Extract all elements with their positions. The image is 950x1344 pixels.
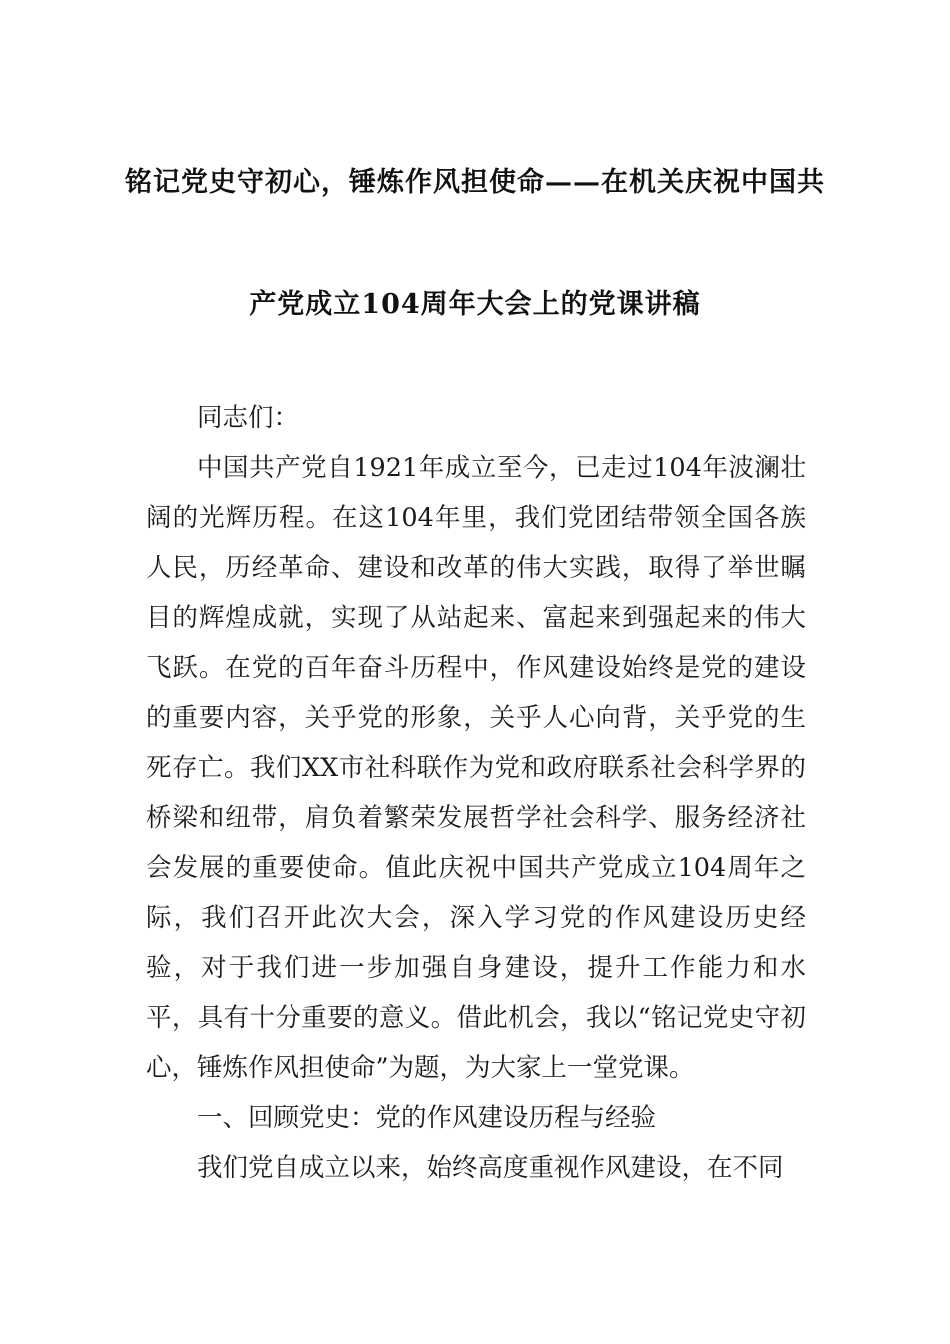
document-body	[146, 393, 806, 1193]
salutation: 同志们：	[197, 403, 300, 433]
body-paragraph: 我们党自成立以来，始终高度重视作风建设，在不同	[197, 1153, 784, 1183]
document-title-line-2: 产党成立104周年大会上的党课讲稿	[249, 289, 701, 320]
body-paragraph: 中国共产党自1921年成立至今，已走过104年波澜壮阔的光辉历程。在这104年里，我们党团结带领全国各族人民，历经革命、建设和改革的伟大实践，取得了举世瞩目的辉煌成就，实现了从站起来、富起来到强起来的伟大飞跃。在党的百年奋斗历程中，作风建设始终是党的建设的重要内容，关乎党的形象，关乎人心向背，关乎党的生死存亡。我们XX市社科联作为党和政府联系社会科学界的桥梁和纽带，肩负着繁荣发展哲学社会科学、服务经济社会发展的重要使命。值此庆祝中国共产党成立104周年之际，我们召开此次大会，深入学习党的作风建设历史经验，对于我们进一步加强自身建设，提升工作能力和水平，具有十分重要的意义。借此机会，我以“铭记党史守初心，锤炼作风担使命”为题，为大家上一堂党课。	[146, 453, 806, 1083]
document-title-line-1: 铭记党史守初心，锤炼作风担使命——在机关庆祝中国共	[125, 167, 825, 198]
section-heading: 一、回顾党史：党的作风建设历程与经验	[197, 1103, 657, 1133]
